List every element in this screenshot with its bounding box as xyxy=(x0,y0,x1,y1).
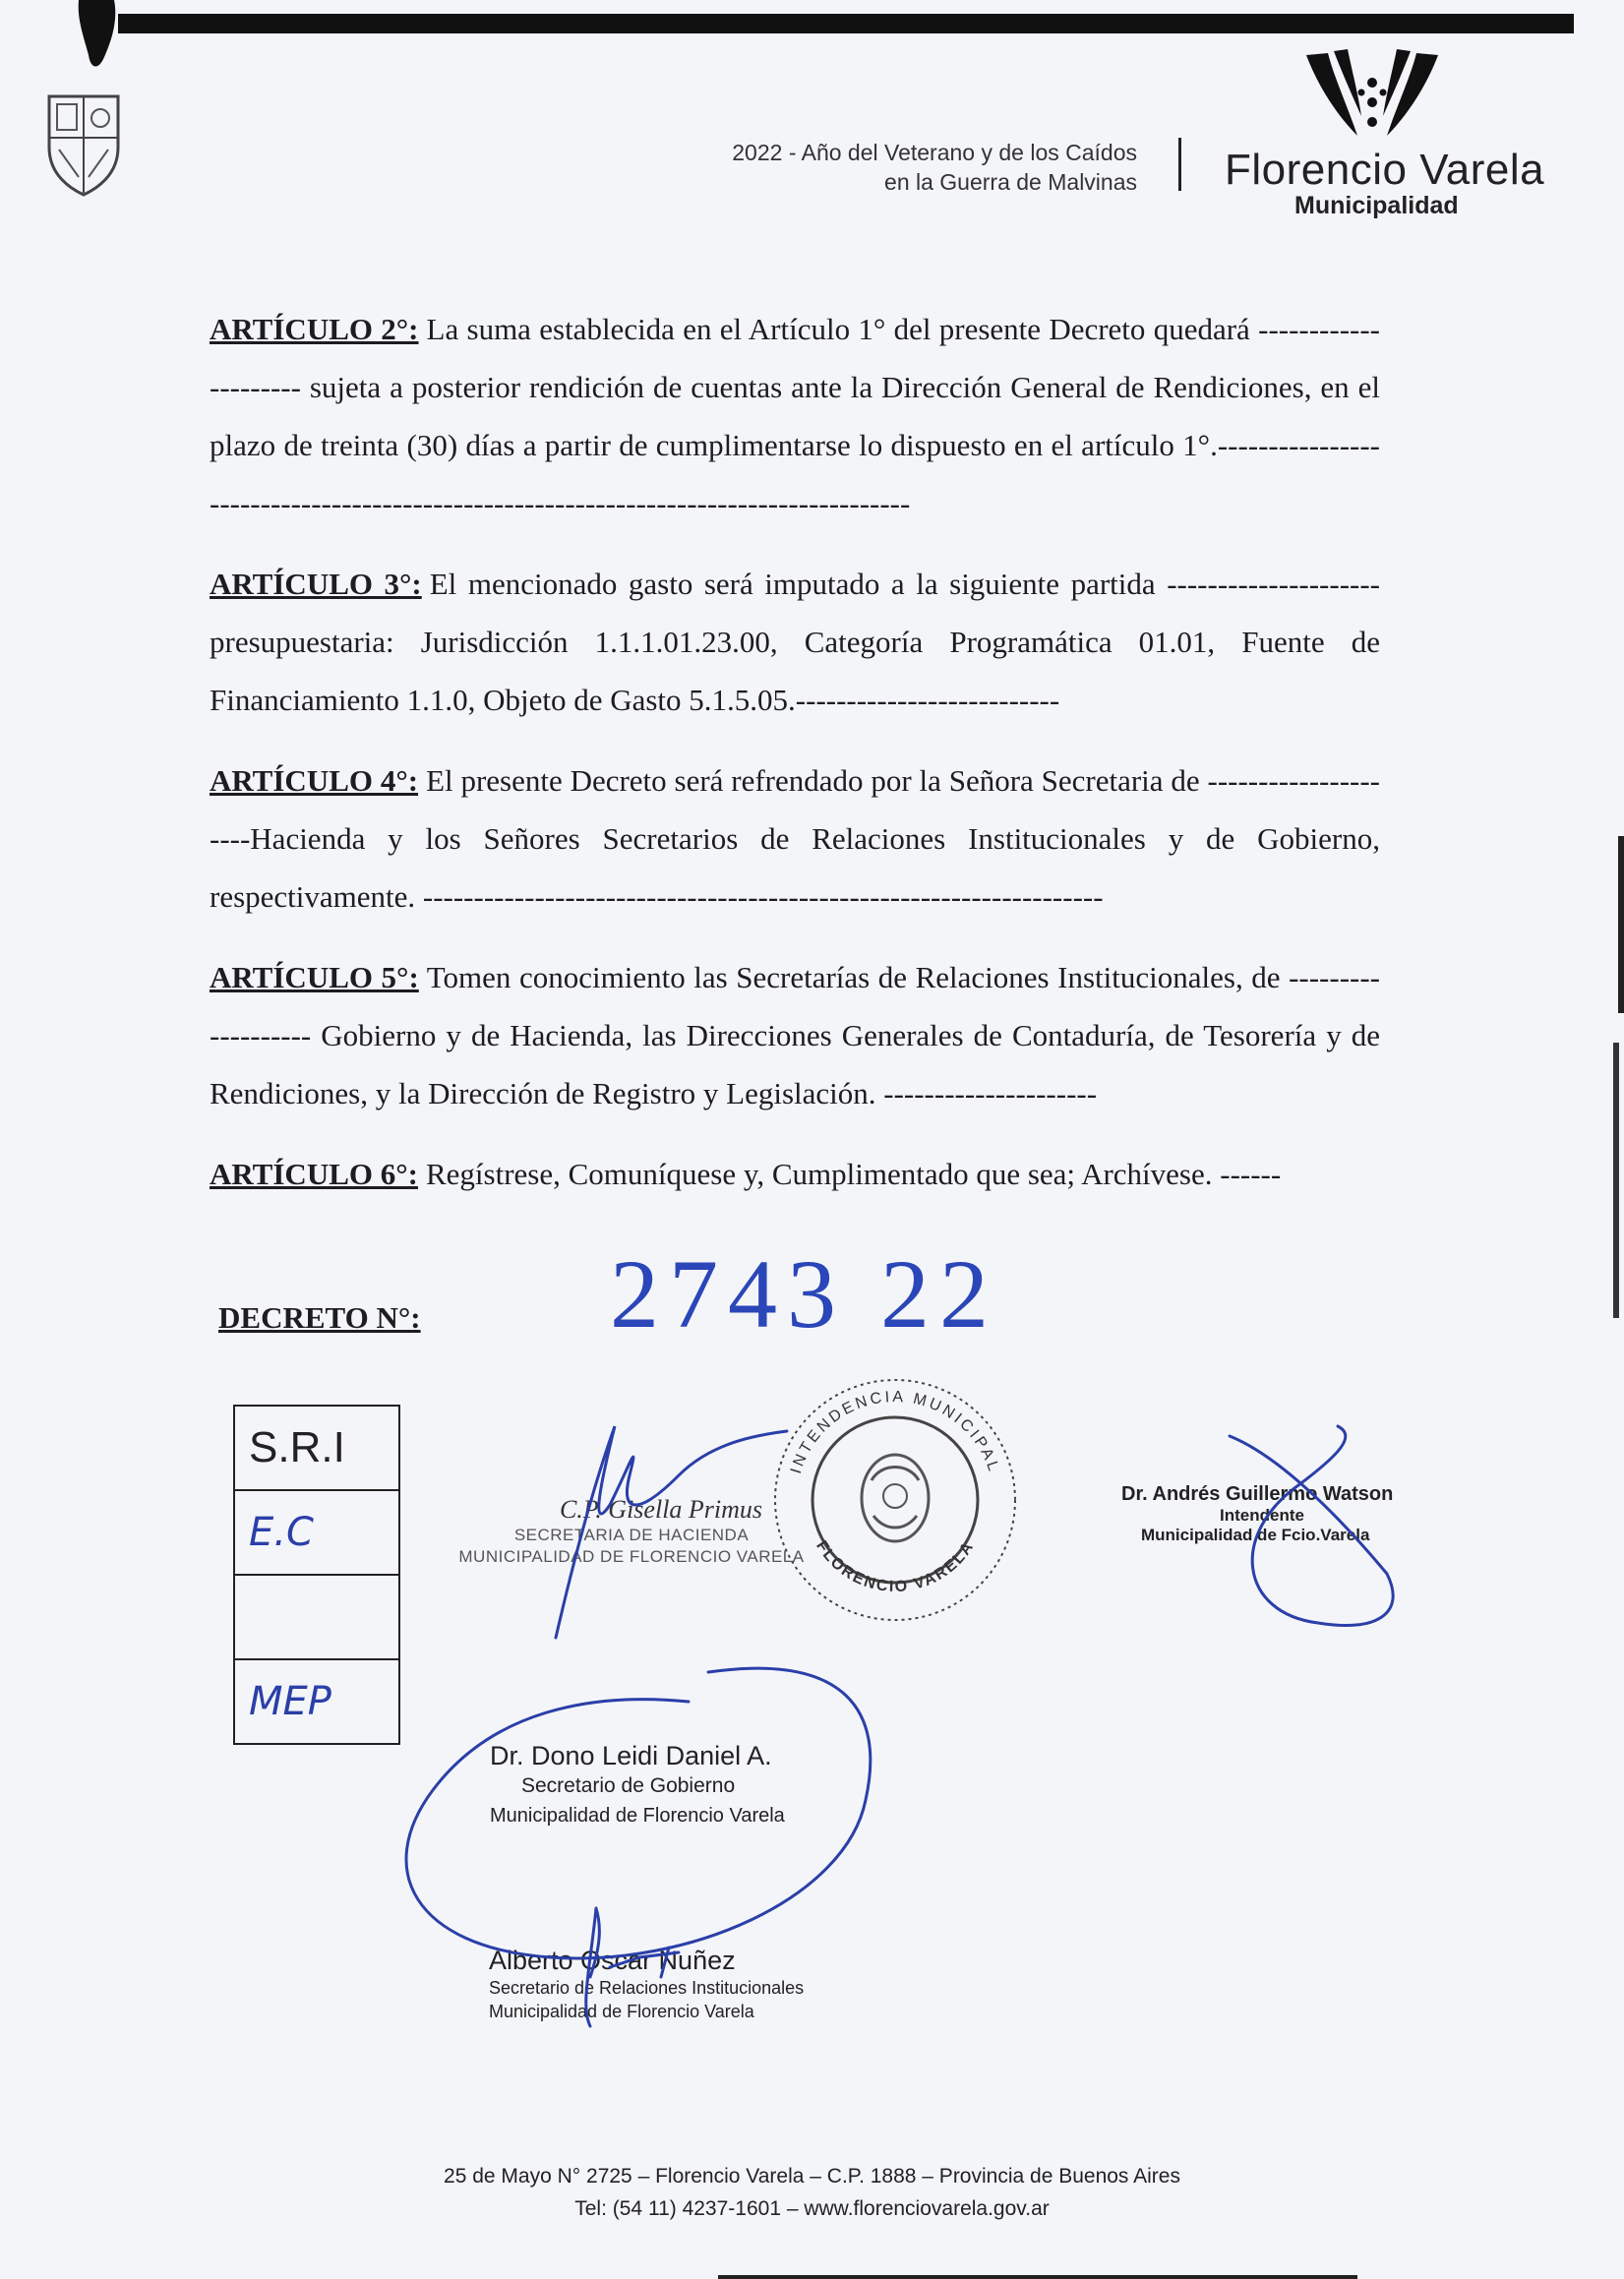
article-4 xyxy=(210,751,1380,926)
signatory-entity: Municipalidad de Fcio.Varela xyxy=(1141,1526,1370,1544)
decree-number-label: DECRETO N°: xyxy=(218,1300,421,1335)
signature-block-intendente xyxy=(1121,1483,1416,1545)
year-line-1: 2022 - Año del Veterano y de los Caídos xyxy=(732,140,1137,165)
bottom-scan-line xyxy=(718,2275,1357,2279)
article-label: ARTÍCULO 6°: xyxy=(210,1157,418,1191)
svg-text:FLORENCIO VARELA: FLORENCIO VARELA xyxy=(812,1537,978,1596)
signature-block-relaciones xyxy=(489,1946,804,2023)
page-footer xyxy=(0,2160,1624,2225)
top-scan-bar xyxy=(118,14,1574,33)
signature-block-hacienda xyxy=(454,1495,809,1568)
article-5 xyxy=(210,948,1380,1122)
signatory-title: Intendente xyxy=(1220,1506,1304,1525)
signatory-entity: Municipalidad de Florencio Varela xyxy=(489,2002,754,2021)
ink-blot-mark xyxy=(69,0,124,79)
signatory-name: Dr. Dono Leidi Daniel A. xyxy=(490,1741,772,1770)
article-label: ARTÍCULO 3°: xyxy=(210,567,422,601)
article-label: ARTÍCULO 2°: xyxy=(210,312,419,346)
footer-contact: Tel: (54 11) 4237-1601 – www.florenciovarela.gov.ar xyxy=(574,2197,1050,2220)
municipal-crest-icon xyxy=(39,89,128,197)
right-margin-scan-mark xyxy=(1613,1043,1619,1318)
year-line-2: en la Guerra de Malvinas xyxy=(884,169,1137,195)
article-text: La suma establecida en el Artículo 1° del presente Decreto quedará --------------------- sujeta a posterior rendición de cuentas ante la Dirección General de Rendiciones, en el plazo de treinta (30) días a partir de cumplimentarse lo dispuesto en el artículo 1°.------------------------------------------------------------------------------------- xyxy=(210,312,1380,520)
signatory-title: Secretario de Relaciones Institucionales xyxy=(489,1978,805,1998)
routing-stamp-box xyxy=(233,1405,400,1745)
footer-address: 25 de Mayo N° 2725 – Florencio Varela – C.P. 1888 – Provincia de Buenos Aires xyxy=(444,2165,1180,2188)
svg-text:INTENDENCIA MUNICIPAL: INTENDENCIA MUNICIPAL xyxy=(787,1388,1003,1476)
decree-body xyxy=(210,300,1380,1226)
brand-subtitle: Municipalidad xyxy=(1294,192,1459,219)
signature-block-gobierno xyxy=(490,1741,785,1830)
signatory-title: Secretario de Gobierno xyxy=(521,1774,736,1797)
article-2 xyxy=(210,300,1380,532)
signatory-entity: Municipalidad de Florencio Varela xyxy=(490,1805,785,1827)
article-3 xyxy=(210,555,1380,729)
signatory-title: SECRETARIA DE HACIENDA xyxy=(513,1526,750,1544)
article-label: ARTÍCULO 4°: xyxy=(210,763,419,798)
article-text: Regístrese, Comuníquese y, Cumplimentado que sea; Archívese. ------ xyxy=(425,1157,1282,1191)
right-margin-scan-mark xyxy=(1618,836,1624,1013)
signatory-entity: MUNICIPALIDAD DE FLORENCIO VARELA xyxy=(458,1547,805,1566)
stamp-initials-row-2 xyxy=(234,1575,399,1659)
commemorative-year-text xyxy=(732,138,1137,197)
municipal-seal-stamp xyxy=(757,1372,1033,1628)
stamp-initials-row-3: MEP xyxy=(234,1659,399,1744)
stamp-initials-row-1: E.C xyxy=(234,1490,399,1575)
article-text: Tomen conocimiento las Secretarías de Relaciones Institucionales, de ------------------- Gobierno y de Hacienda, las Direcciones Generales de Contaduría, de Tesorería y de Rendiciones, y la Dirección de Registro y Legislación. --------------------- xyxy=(210,960,1380,1110)
article-6 xyxy=(210,1145,1380,1203)
decree-number-stamp: 2743 22 xyxy=(610,1239,998,1349)
article-label: ARTÍCULO 5°: xyxy=(210,960,419,994)
signatory-name: C.P. Gisella Primus xyxy=(559,1495,763,1524)
stamp-header: S.R.I xyxy=(234,1406,399,1490)
article-text: El presente Decreto será refrendado por la Señora Secretaria de ---------------------Hacienda y los Señores Secretarios de Relaciones Institucionales y de Gobierno, respectivamente. ------------------------------------------------------------------- xyxy=(210,763,1380,914)
header-divider xyxy=(1178,138,1181,191)
signatory-name: Alberto Oscar Nuñez xyxy=(489,1946,736,1975)
brand-name: Florencio Varela xyxy=(1225,146,1545,194)
signatory-name: Dr. Andrés Guillermo Watson xyxy=(1121,1483,1394,1505)
article-text: El mencionado gasto será imputado a la siguiente partida ---------------------presupuestaria: Jurisdicción 1.1.1.01.23.00, Categoría Programática 01.01, Fuente de Financiamiento 1.1.0, Objeto de Gasto 5.1.5.05.-------------------------- xyxy=(210,567,1380,717)
florencio-varela-logo-icon xyxy=(1298,47,1446,146)
